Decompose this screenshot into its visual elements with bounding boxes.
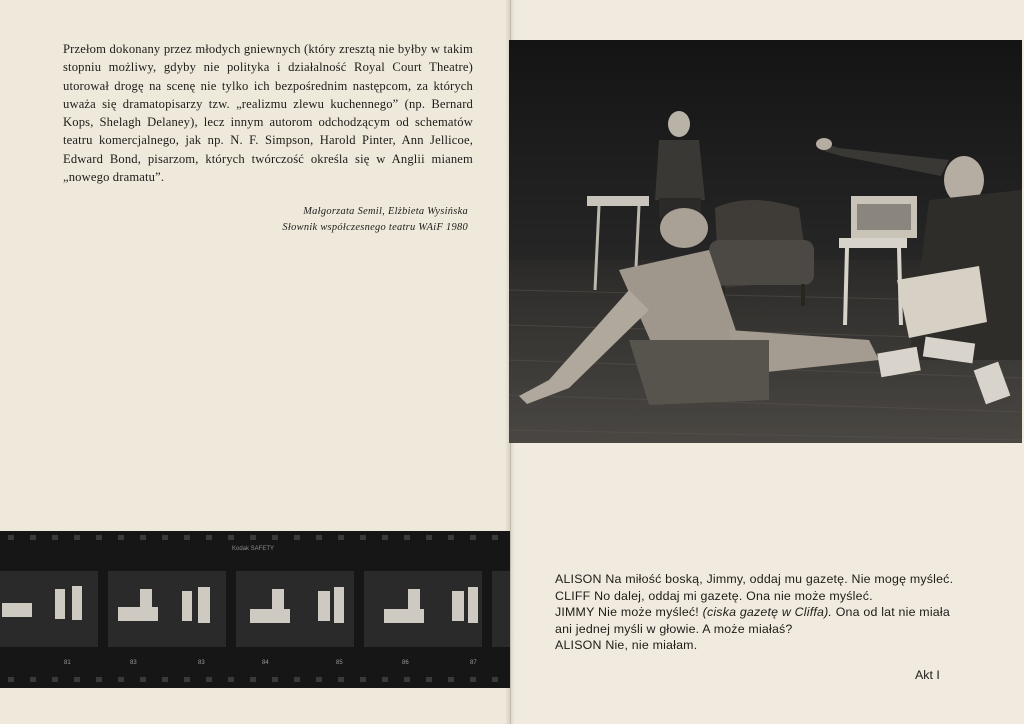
dialogue-line — [555, 604, 960, 637]
dialogue-line — [555, 637, 960, 654]
dialogue-line — [555, 588, 960, 605]
line-text: Nie, nie miałam. — [605, 638, 698, 653]
speaker-name: CLIFF — [555, 588, 591, 603]
line-text: Ona od lat nie miała ani jednej myśli w głowie. A może miałaś? — [555, 605, 950, 636]
act-label: Akt I — [915, 668, 940, 682]
line-text: Nie może myśleć! — [597, 605, 699, 620]
dialogue-excerpt — [555, 571, 960, 654]
frame-number: 81 — [64, 660, 71, 666]
speaker-name: ALISON — [555, 572, 602, 586]
stage-direction: (ciska gazetę w Cliffa). — [702, 605, 833, 620]
line-text: Na miłość boską, Jimmy, oddaj mu gazetę. Nie mogę myśleć. — [605, 572, 954, 586]
film-edge-text: Kodak SAFETY — [232, 546, 275, 552]
film-frame — [492, 571, 510, 647]
dialogue-line — [555, 571, 960, 588]
frame-number: 83 — [130, 660, 137, 666]
quote-paragraph: Przełom dokonany przez młodych gniewnych (który zresztą nie byłby w takim stopniu możliwy, gdyby nie polityka i działalność Royal Court Theatre) utorował drogę na scenę nie tylko ich bezpośrednim następcom, za których uważa się dramatopisarzy tzw. „realizmu zlewu kuchennego” (np. Bernard Kops, Shelagh Delaney), lecz innym autorom odchodzącym od schematów teatru komercjalnego, jak np. N. F. Simpson, Harold Pinter, Ann Jellicoe, Edward Bond, pisarzom, których twórczość określa się w Anglii mianem „nowego dramatu”. — [63, 42, 473, 185]
frame-number: 84 — [262, 660, 269, 666]
film-strip — [0, 531, 510, 688]
speaker-name: ALISON — [555, 638, 602, 653]
stage-photo — [509, 40, 1022, 443]
frame-number: 86 — [402, 660, 409, 666]
source-title: Słownik współczesnego teatru WAiF 1980 — [282, 222, 468, 233]
line-text: No dalej, oddaj mi gazetę. Ona nie może myśleć. — [594, 588, 873, 603]
frame-number: 87 — [470, 660, 477, 666]
speaker-name: JIMMY — [555, 605, 595, 620]
quote-source — [200, 204, 468, 236]
frame-number: 83 — [198, 660, 205, 666]
frame-number: 85 — [336, 660, 343, 666]
source-authors: Małgorzata Semil, Elżbieta Wysińska — [303, 206, 468, 217]
